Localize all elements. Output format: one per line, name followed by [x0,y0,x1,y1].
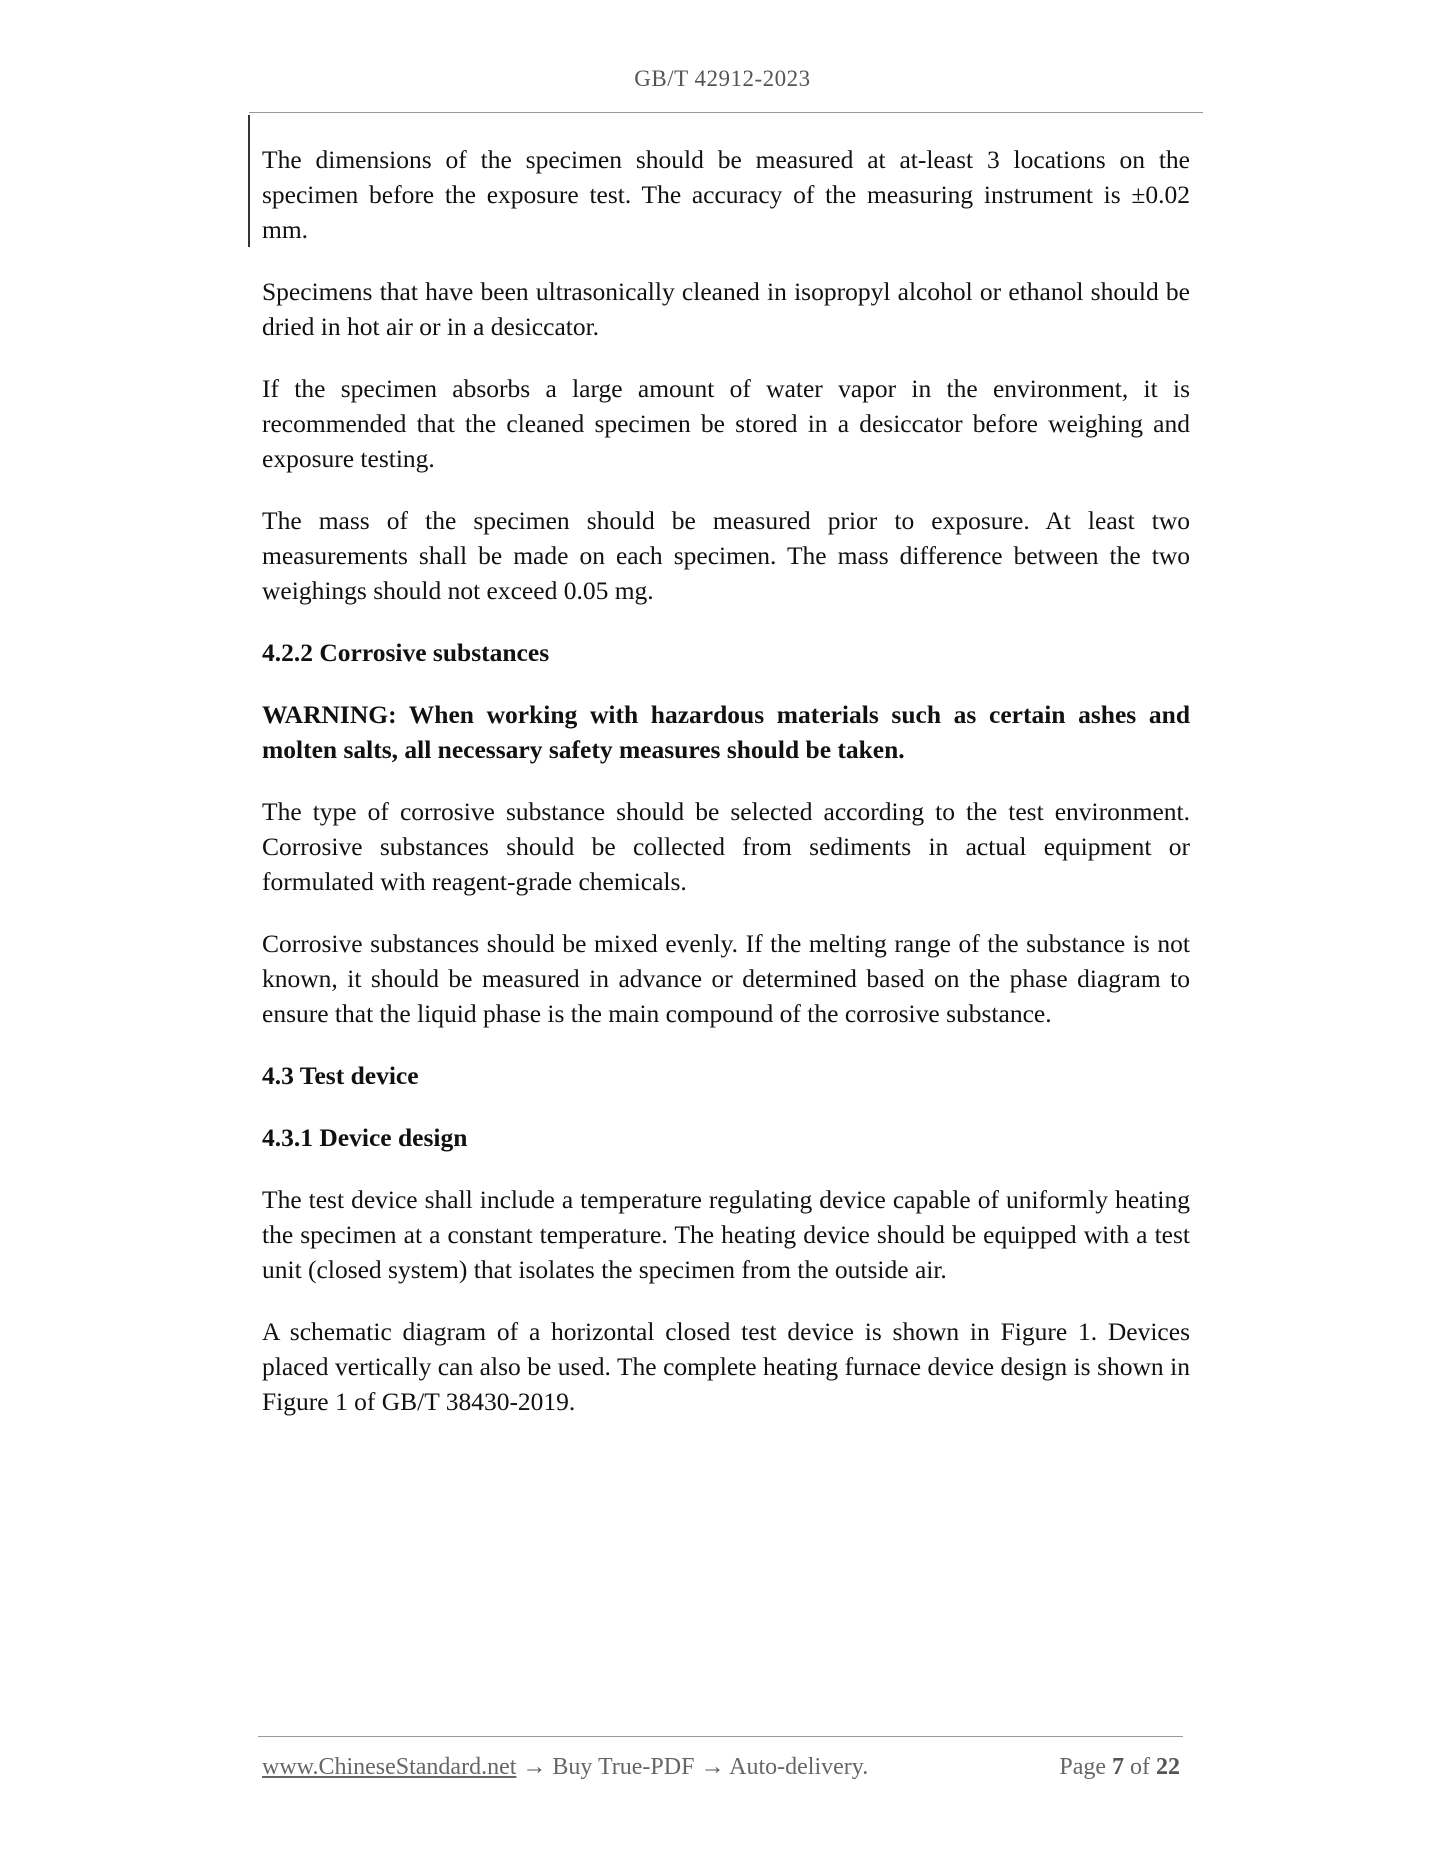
arrow-right-icon: → [522,1754,547,1780]
paragraph-substance-mixing: Corrosive substances should be mixed evenly. If the melting range of the substance is not known, it should be measured in advance or determined based on the phase diagram to ensure that the liquid phase is the main compound of the corrosive substance. [262,929,1190,1028]
safety-warning: WARNING: When working with hazardous materials such as certain ashes and molten salts, all necessary safety measures should be taken. [262,700,1190,764]
paragraph-specimen-cleaning: Specimens that have been ultrasonically cleaned in isopropyl alcohol or ethanol should be dried in hot air or in a desiccator. [262,277,1190,341]
page-footer [262,1754,1180,1781]
document-body [262,142,1190,1446]
section-heading-test-device: 4.3 Test device [262,1061,419,1090]
document-header-title: GB/T 42912-2023 [634,66,811,91]
page-label: Page [1059,1754,1106,1780]
total-page-count: 22 [1156,1754,1180,1780]
paragraph-specimen-dimensions: The dimensions of the specimen should be measured at at-least 3 locations on the specimen before the exposure test. The accuracy of the measuring instrument is ±0.02 mm. [262,145,1190,244]
current-page-number: 7 [1112,1754,1124,1780]
auto-delivery-text: Auto-delivery. [729,1754,869,1780]
buy-true-pdf-text: Buy True-PDF [552,1754,695,1780]
section-heading-corrosive-substances: 4.2.2 Corrosive substances [262,638,550,667]
chinesestandard-link[interactable]: www.ChineseStandard.net [262,1754,517,1780]
arrow-right-icon: → [700,1754,725,1780]
of-label: of [1130,1754,1150,1780]
paragraph-schematic-diagram: A schematic diagram of a horizontal closed test device is shown in Figure 1. Devices placed vertically can also be used. The complete heating furnace device design is shown in Figure 1 of GB/T 38430-2019. [262,1317,1190,1416]
page-indicator [1059,1754,1180,1781]
footer-promo [262,1754,868,1781]
header-divider [249,112,1203,113]
paragraph-device-requirements: The test device shall include a temperature regulating device capable of uniformly heating the specimen at a constant temperature. The heating device should be equipped with a test unit (closed system) that isolates the specimen from the outside air. [262,1185,1190,1284]
paragraph-water-vapor: If the specimen absorbs a large amount of water vapor in the environment, it is recommended that the cleaned specimen be stored in a desiccator before weighing and exposure testing. [262,374,1190,473]
section-heading-device-design: 4.3.1 Device design [262,1123,468,1152]
footer-divider [258,1736,1183,1737]
paragraph-specimen-mass: The mass of the specimen should be measured prior to exposure. At least two measurements shall be made on each specimen. The mass difference between the two weighings should not exceed 0.05 mg. [262,506,1190,605]
revision-change-bar [248,115,250,247]
paragraph-substance-type: The type of corrosive substance should be selected according to the test environment. Corrosive substances should be collected from sediments in actual equipment or formulated with reagent-grade chemicals. [262,797,1190,896]
